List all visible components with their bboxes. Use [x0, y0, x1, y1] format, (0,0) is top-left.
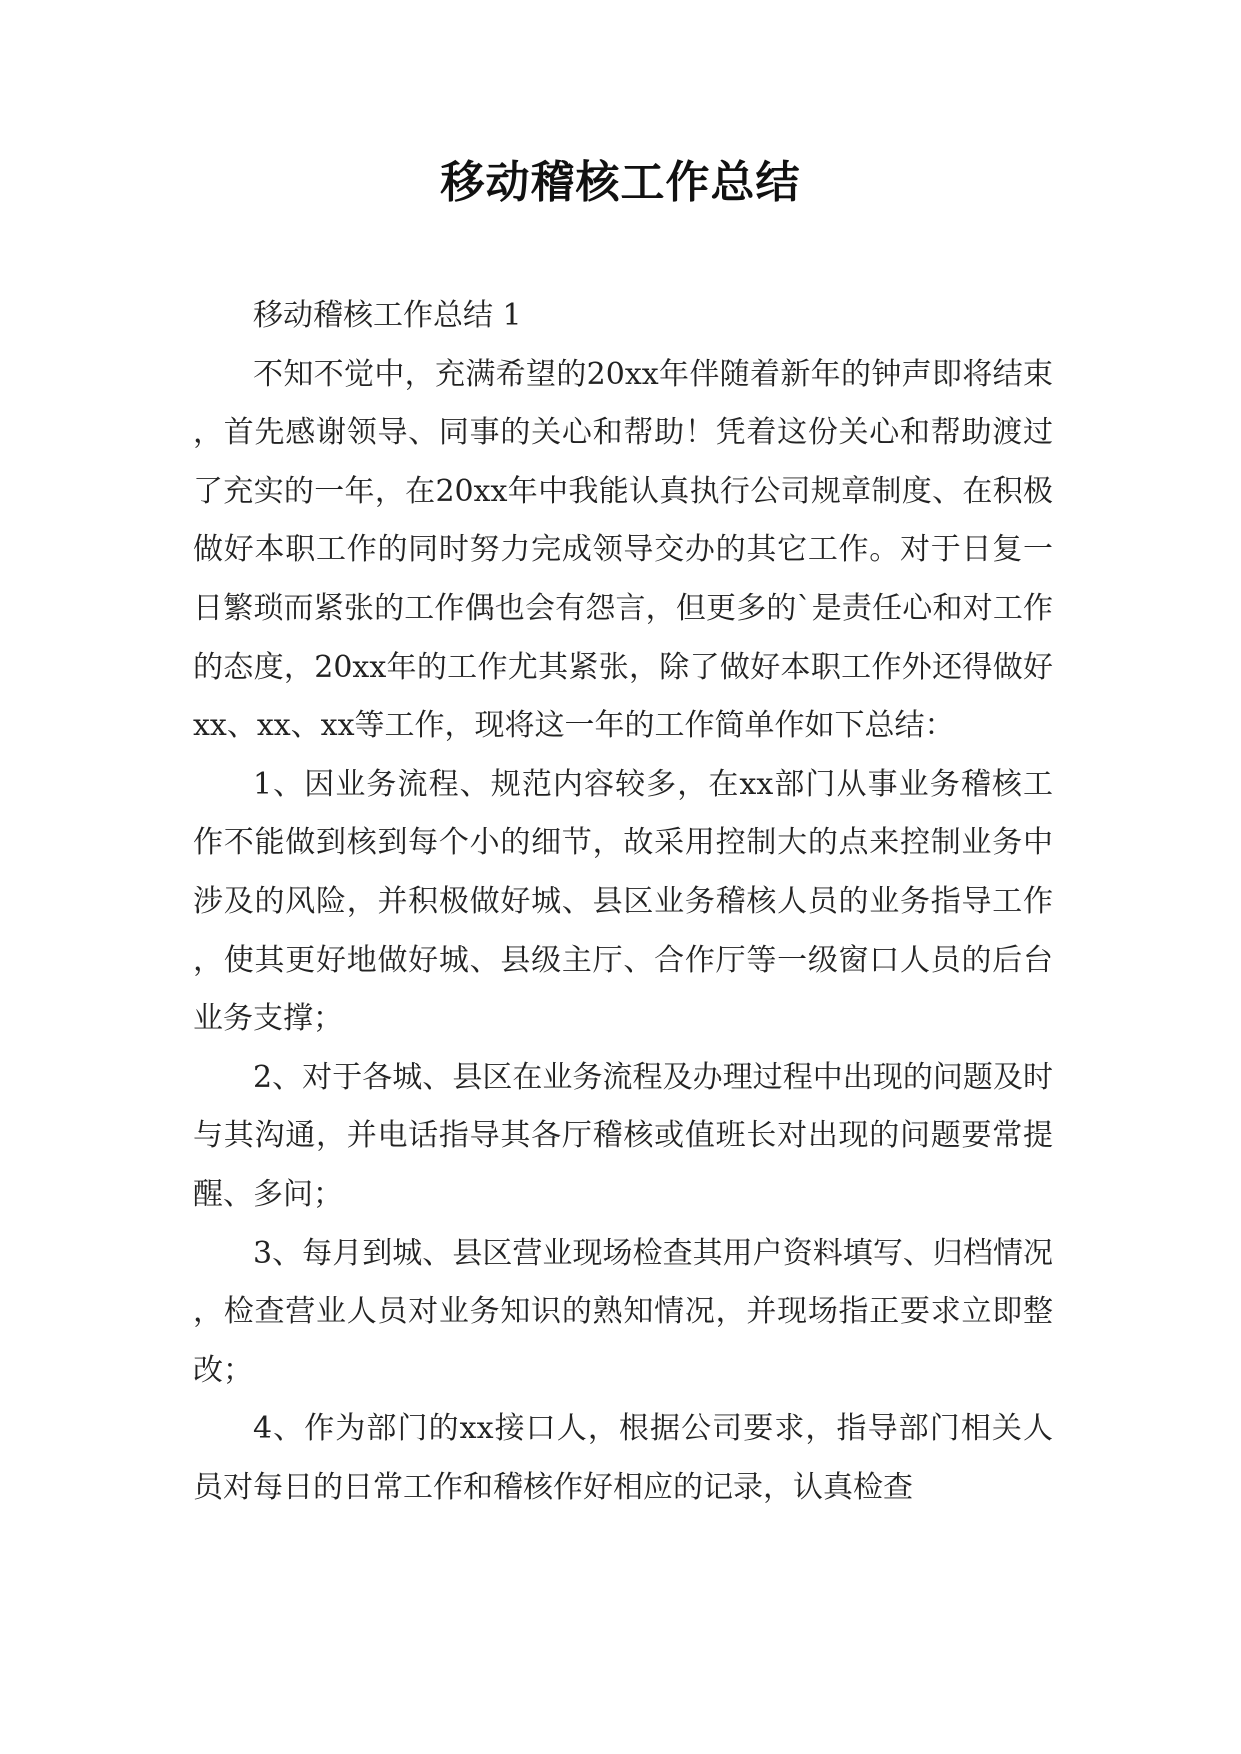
section-heading: 移动稽核工作总结 1 — [253, 298, 522, 333]
paragraph: 3、每月到城、县区营业现场检查其用户资料填写、归档情况，检查营业人员对业务知识的熟知情况，并现场指正要求立即整改； — [193, 1235, 1053, 1388]
paragraph: 不知不觉中，充满希望的20xx年伴随着新年的钟声即将结束，首先感谢领导、同事的关心和帮助！凭着这份关心和帮助渡过了充实的一年，在20xx年中我能认真执行公司规章制度、在积极做好本职工作的同时努力完成领导交办的其它工作。对于日复一日繁琐而紧张的工作偶也会有怨言，但更多的`是责任心和对工作的态度，20xx年的工作尤其紧张，除了做好本职工作外还得做好xx、xx、xx等工作，现将这一年的工作简单作如下总结： — [193, 356, 1053, 744]
paragraph: 1、因业务流程、规范内容较多，在xx部门从事业务稽核工作不能做到核到每个小的细节，故采用控制大的点来控制业务中涉及的风险，并积极做好城、县区业务稽核人员的业务指导工作，使其更好地做好城、县级主厅、合作厅等一级窗口人员的后台业务支撑； — [193, 766, 1053, 1037]
document-body — [193, 287, 1053, 1517]
paragraph: 4、作为部门的xx接口人，根据公司要求，指导部门相关人员对每日的日常工作和稽核作好相应的记录，认真检查 — [193, 1411, 1053, 1505]
document-title: 移动稽核工作总结 — [440, 157, 801, 208]
paragraph: 2、对于各城、县区在业务流程及办理过程中出现的问题及时与其沟通，并电话指导其各厅稽核或值班长对出现的问题要常提醒、多问； — [193, 1059, 1053, 1212]
